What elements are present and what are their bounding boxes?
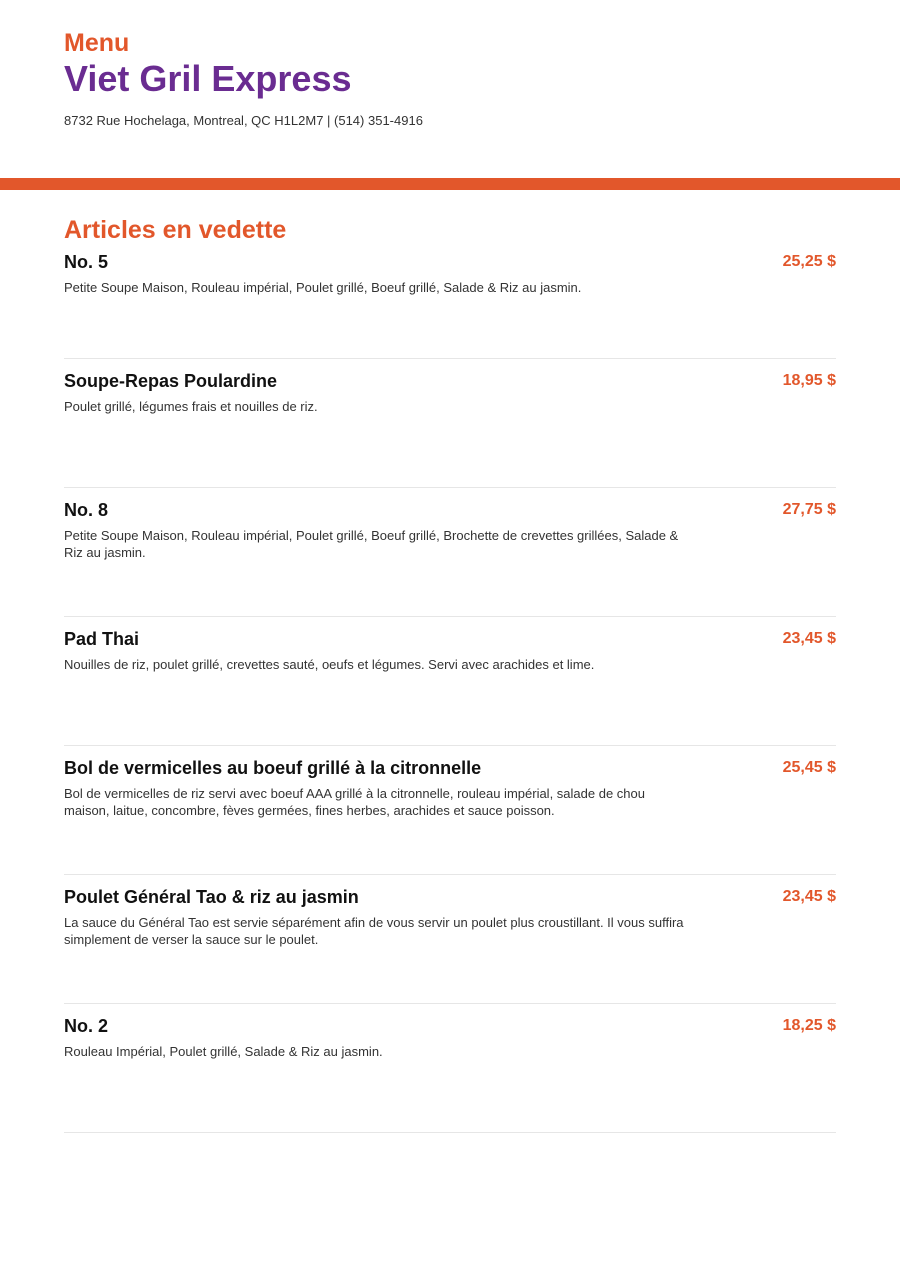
item-gap <box>64 617 836 627</box>
menu-item <box>64 756 836 875</box>
menu-item-name: Soupe-Repas Poulardine <box>64 371 278 391</box>
menu-header <box>64 28 836 130</box>
menu-item-name: No. 2 <box>64 1016 109 1036</box>
menu-item <box>64 498 836 617</box>
menu-item-description: Bol de vermicelles de riz servi avec boeuf AAA grillé à la citronnelle, rouleau impérial, salade de chou maison, laitue, concombre, fèves germées, fines herbes, arachides et sauce poisson. <box>64 786 645 818</box>
item-gap <box>64 875 836 885</box>
menu-item-price: 23,45 $ <box>782 888 836 905</box>
restaurant-address: 8732 Rue Hochelaga, Montreal, QC H1L2M7 | (514) 351-4916 <box>64 113 423 128</box>
menu-item-name: No. 5 <box>64 252 109 272</box>
item-gap <box>64 746 836 756</box>
menu-item-description: Petite Soupe Maison, Rouleau impérial, Poulet grillé, Boeuf grillé, Brochette de crevettes grillées, Salade & Riz au jasmin. <box>64 528 679 560</box>
menu-item <box>64 885 836 1004</box>
menu-item-description: Nouilles de riz, poulet grillé, crevettes sauté, oeufs et légumes. Servi avec arachides et lime. <box>64 657 595 672</box>
item-gap <box>64 359 836 369</box>
menu-item-price: 25,25 $ <box>782 253 836 270</box>
menu-item <box>64 627 836 746</box>
menu-item-description: Rouleau Impérial, Poulet grillé, Salade & Riz au jasmin. <box>64 1044 383 1059</box>
accent-divider-bar <box>0 178 900 190</box>
menu-item <box>64 1014 836 1133</box>
menu-item <box>64 369 836 488</box>
menu-item-name: Bol de vermicelles au boeuf grillé à la citronnelle <box>64 758 482 778</box>
menu-item-description: Poulet grillé, légumes frais et nouilles de riz. <box>64 399 318 414</box>
featured-items-section <box>64 214 836 1133</box>
section-title: Articles en vedette <box>64 216 287 244</box>
menu-item-description: Petite Soupe Maison, Rouleau impérial, Poulet grillé, Boeuf grillé, Salade & Riz au jasmin. <box>64 280 582 295</box>
menu-item-list <box>64 250 836 1133</box>
item-gap <box>64 488 836 498</box>
menu-item-name: No. 8 <box>64 500 109 520</box>
menu-item-price: 18,95 $ <box>782 372 836 389</box>
menu-label: Menu <box>64 29 130 57</box>
menu-item <box>64 250 836 359</box>
menu-item-price: 25,45 $ <box>782 759 836 776</box>
item-gap <box>64 1004 836 1014</box>
menu-item-price: 23,45 $ <box>782 630 836 647</box>
menu-item-price: 27,75 $ <box>782 501 836 518</box>
menu-item-description: La sauce du Général Tao est servie séparément afin de vous servir un poulet plus croustillant. Il vous suffira simplement de verser la sauce sur le poulet. <box>64 915 684 947</box>
restaurant-name: Viet Gril Express <box>64 58 352 99</box>
menu-item-name: Pad Thai <box>64 629 140 649</box>
menu-item-price: 18,25 $ <box>782 1017 836 1034</box>
menu-item-name: Poulet Général Tao & riz au jasmin <box>64 887 359 907</box>
